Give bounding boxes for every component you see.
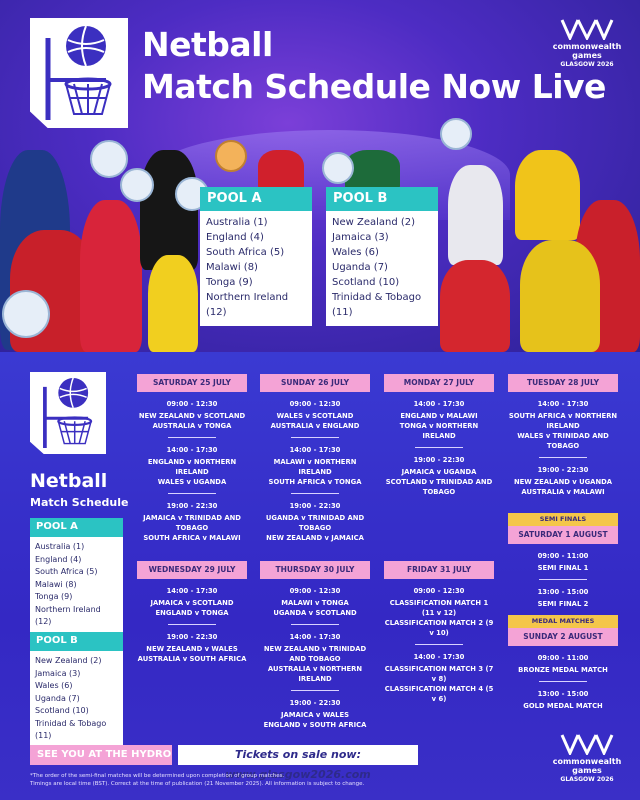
day-header: SATURDAY 25 JULY xyxy=(137,374,247,392)
time-slot xyxy=(508,399,618,458)
pool-a-title: POOL A xyxy=(200,187,312,211)
match-fixture: SCOTLAND v TRINIDAD AND TOBAGO xyxy=(385,478,493,496)
player-figure xyxy=(515,150,580,240)
day-column xyxy=(137,374,247,543)
brand-line-3: GLASGOW 2026 xyxy=(560,61,614,68)
slot-divider xyxy=(291,437,339,438)
netball-ball xyxy=(90,140,128,178)
team: Scotland (10) xyxy=(332,277,400,288)
pool-b-card-small xyxy=(30,632,123,748)
slot-time: 19:00 - 22:30 xyxy=(413,456,465,464)
player-figure xyxy=(448,165,503,265)
slot-divider xyxy=(539,681,587,682)
slot-divider xyxy=(291,624,339,625)
pool-a-card-small xyxy=(30,518,123,634)
section-subtitle: Match Schedule xyxy=(30,496,129,509)
time-slot xyxy=(260,632,370,691)
team: Wales (6) xyxy=(332,247,379,258)
match-fixture: JAMAICA v UGANDA xyxy=(401,468,477,476)
title-line-2: Match Schedule Now Live xyxy=(142,67,606,106)
time-slot xyxy=(384,586,494,645)
team: Uganda (7) xyxy=(35,693,80,703)
day-column xyxy=(384,374,494,497)
match-fixture: GOLD MEDAL MATCH xyxy=(523,702,603,710)
match-fixture: NEW ZEALAND v SCOTLAND xyxy=(138,412,246,420)
match-fixture: NEW ZEALAND v TRINIDAD AND TOBAGO xyxy=(263,645,367,663)
team: Jamaica (3) xyxy=(332,232,389,243)
pool-b-list xyxy=(30,651,123,748)
team: Wales (6) xyxy=(35,681,73,690)
hero-banner xyxy=(0,0,640,352)
day-header: THURSDAY 30 JULY xyxy=(260,561,370,579)
brand-line-1: commonwealth xyxy=(552,757,622,766)
see-you-banner xyxy=(30,745,172,765)
tickets-link[interactable]: Tickets on sale now: www.glasgow2026.com xyxy=(178,745,418,765)
day-header: TUESDAY 28 JULY xyxy=(508,374,618,392)
match-fixture: AUSTRALIA v SOUTH AFRICA xyxy=(137,655,247,663)
time-slot xyxy=(137,445,247,494)
footnote-2: Timings are local time (BST). Correct at the time of publication (21 November 2025). All information is subject to change. xyxy=(30,781,365,787)
brand-line-2: games xyxy=(572,766,602,775)
day-header: MONDAY 27 JULY xyxy=(384,374,494,392)
footnote-1: *The order of the semi-final matches will be determined upon completion of group matches. xyxy=(30,773,285,779)
slot-divider xyxy=(415,644,463,645)
slot-time: 13:00 - 15:00 xyxy=(537,588,589,596)
medal-matches-day: SUNDAY 2 AUGUST xyxy=(508,628,618,646)
team: South Africa (5) xyxy=(35,567,98,576)
time-slot xyxy=(260,586,370,625)
day-header: FRIDAY 31 JULY xyxy=(384,561,494,579)
time-slot xyxy=(508,465,618,497)
section-title: Netball xyxy=(30,470,108,492)
match-fixture: WALES v TRINIDAD AND TOBAGO xyxy=(517,432,609,450)
team: England (4) xyxy=(206,232,264,243)
slot-divider xyxy=(291,493,339,494)
slot-time: 14:00 - 17:30 xyxy=(413,400,465,408)
slot-divider xyxy=(168,624,216,625)
semi-finals-label: SEMI FINALS xyxy=(508,513,618,526)
slot-time: 14:00 - 17:30 xyxy=(166,587,218,595)
team: Uganda (7) xyxy=(332,262,388,273)
team: New Zealand (2) xyxy=(35,656,102,665)
slot-divider xyxy=(291,690,339,691)
match-fixture: WALES v SCOTLAND xyxy=(276,412,354,420)
match-fixture: NEW ZEALAND v UGANDA xyxy=(513,478,613,486)
team: England (4) xyxy=(35,554,82,564)
time-slot xyxy=(260,698,370,730)
pool-b-list xyxy=(326,211,438,326)
match-fixture: CLASSIFICATION MATCH 2 (9 v 10) xyxy=(384,619,494,637)
pool-b-card xyxy=(326,187,438,326)
see-you-text: SEE YOU AT THE HYDRO xyxy=(37,749,172,760)
slot-time: 14:00 - 17:30 xyxy=(289,446,341,454)
match-fixture: CLASSIFICATION MATCH 1 (11 v 12) xyxy=(389,599,489,617)
slot-divider xyxy=(415,447,463,448)
pool-b-title: POOL B xyxy=(326,187,438,211)
day-header: SUNDAY 26 JULY xyxy=(260,374,370,392)
team: New Zealand (2) xyxy=(332,217,416,228)
pool-a-list xyxy=(200,211,312,326)
match-fixture: AUSTRALIA v NORTHERN IRELAND xyxy=(267,665,363,683)
time-slot xyxy=(137,501,247,543)
brand-mark-icon xyxy=(560,18,614,40)
day-column xyxy=(384,561,494,704)
day-header: WEDNESDAY 29 JULY xyxy=(137,561,247,579)
day-column xyxy=(137,561,247,664)
slot-time: 19:00 - 22:30 xyxy=(166,502,218,510)
netball-hoop-icon xyxy=(30,18,128,128)
match-fixture: NEW ZEALAND v WALES xyxy=(146,645,238,653)
finals-column xyxy=(508,513,618,711)
slot-divider xyxy=(539,579,587,580)
match-fixture: UGANDA v TRINIDAD AND TOBAGO xyxy=(265,514,365,532)
match-fixture: BRONZE MEDAL MATCH xyxy=(518,666,608,674)
match-fixture: JAMAICA v WALES xyxy=(280,711,350,719)
slot-divider xyxy=(168,493,216,494)
team: Northern Ireland (12) xyxy=(35,604,101,626)
match-fixture: SOUTH AFRICA v MALAWI xyxy=(143,534,241,542)
team: Australia (1) xyxy=(206,217,268,228)
team: Malawi (8) xyxy=(206,262,258,273)
pool-b-title: POOL B xyxy=(30,632,123,651)
player-figure xyxy=(520,240,600,352)
day-column xyxy=(260,561,370,730)
time-slot xyxy=(508,587,618,609)
player-figure xyxy=(440,260,510,352)
day-column xyxy=(260,374,370,543)
time-slot xyxy=(137,632,247,664)
netball-hoop-icon xyxy=(30,372,106,454)
semi-finals-day: SATURDAY 1 AUGUST xyxy=(508,526,618,544)
match-fixture: JAMAICA v TRINIDAD AND TOBAGO xyxy=(143,514,241,532)
brand-logo-bottom xyxy=(552,733,622,784)
team: Trinidad & Tobago (11) xyxy=(35,718,107,740)
slot-time: 09:00 - 12:30 xyxy=(166,400,218,408)
match-fixture: ENGLAND v SOUTH AFRICA xyxy=(263,721,367,729)
netball-logo xyxy=(30,18,128,128)
team: Northern Ireland (12) xyxy=(206,292,289,318)
match-fixture: SOUTH AFRICA v NORTHERN IRELAND xyxy=(508,412,618,430)
pool-a-list xyxy=(30,537,123,634)
match-fixture: TONGA v NORTHERN IRELAND xyxy=(399,422,479,440)
brand-line-2: games xyxy=(572,51,602,60)
match-fixture: AUSTRALIA v TONGA xyxy=(152,422,232,430)
match-fixture: JAMAICA v SCOTLAND xyxy=(150,599,234,607)
team: Tonga (9) xyxy=(35,592,73,601)
team: Trinidad & Tobago (11) xyxy=(332,292,422,318)
team: South Africa (5) xyxy=(206,247,285,258)
time-slot xyxy=(260,501,370,543)
match-fixture: MALAWI v TONGA xyxy=(281,599,349,607)
slot-time: 14:00 - 17:30 xyxy=(413,653,465,661)
day-column xyxy=(508,374,618,497)
match-fixture: NEW ZEALAND v JAMAICA xyxy=(266,534,364,542)
player-figure xyxy=(80,200,142,352)
team: Tonga (9) xyxy=(206,277,253,288)
brand-line-3: GLASGOW 2026 xyxy=(560,776,614,783)
slot-time: 19:00 - 22:30 xyxy=(289,502,341,510)
slot-time: 19:00 - 22:30 xyxy=(289,699,341,707)
medal-matches-label: MEDAL MATCHES xyxy=(508,615,618,628)
match-fixture: SEMI FINAL 1 xyxy=(537,564,589,572)
player-figure xyxy=(258,150,304,190)
netball-ball xyxy=(215,140,247,172)
match-fixture: CLASSIFICATION MATCH 4 (5 v 6) xyxy=(384,685,494,703)
match-fixture: SOUTH AFRICA v TONGA xyxy=(268,478,362,486)
slot-time: 13:00 - 15:00 xyxy=(537,690,589,698)
match-fixture: WALES v UGANDA xyxy=(157,478,227,486)
match-fixture: CLASSIFICATION MATCH 3 (7 v 8) xyxy=(384,665,494,683)
netball-ball xyxy=(120,168,154,202)
time-slot xyxy=(384,455,494,497)
team: Australia (1) xyxy=(35,542,85,551)
netball-ball xyxy=(2,290,50,338)
netball-logo-small xyxy=(30,372,106,454)
netball-ball xyxy=(440,118,472,150)
team: Malawi (8) xyxy=(35,579,77,589)
match-fixture: MALAWI v NORTHERN IRELAND xyxy=(273,458,357,476)
slot-time: 09:00 - 12:30 xyxy=(413,587,465,595)
match-fixture: AUSTRALIA v MALAWI xyxy=(521,488,605,496)
team: Scotland (10) xyxy=(35,706,89,715)
slot-divider xyxy=(168,437,216,438)
page-title xyxy=(142,24,606,108)
footnotes xyxy=(30,772,500,788)
slot-time: 09:00 - 12:30 xyxy=(289,400,341,408)
time-slot xyxy=(137,586,247,625)
time-slot xyxy=(260,399,370,438)
brand-line-1: commonwealth xyxy=(552,42,622,51)
slot-time: 19:00 - 22:30 xyxy=(537,466,589,474)
time-slot xyxy=(384,652,494,704)
time-slot xyxy=(260,445,370,494)
slot-time: 14:00 - 17:30 xyxy=(166,446,218,454)
brand-logo xyxy=(552,18,622,69)
netball-ball xyxy=(322,152,354,184)
slot-time: 09:00 - 11:00 xyxy=(537,654,589,662)
time-slot xyxy=(508,653,618,682)
brand-mark-icon xyxy=(560,733,614,755)
title-line-1: Netball xyxy=(142,25,273,64)
team: Jamaica (3) xyxy=(35,668,81,678)
time-slot xyxy=(508,689,618,711)
match-fixture: SEMI FINAL 2 xyxy=(537,600,589,608)
slot-time: 09:00 - 11:00 xyxy=(537,552,589,560)
match-fixture: ENGLAND v TONGA xyxy=(155,609,229,617)
time-slot xyxy=(137,399,247,438)
time-slot xyxy=(508,551,618,580)
slot-divider xyxy=(539,457,587,458)
slot-time: 09:00 - 12:30 xyxy=(289,587,341,595)
time-slot xyxy=(384,399,494,448)
match-fixture: AUSTRALIA v ENGLAND xyxy=(270,422,360,430)
pool-a-title: POOL A xyxy=(30,518,123,537)
pool-a-card xyxy=(200,187,312,326)
match-fixture: ENGLAND v NORTHERN IRELAND xyxy=(147,458,237,476)
match-fixture: ENGLAND v MALAWI xyxy=(400,412,478,420)
player-figure xyxy=(148,255,198,352)
slot-time: 14:00 - 17:30 xyxy=(289,633,341,641)
slot-time: 14:00 - 17:30 xyxy=(537,400,589,408)
match-fixture: UGANDA v SCOTLAND xyxy=(273,609,357,617)
slot-time: 19:00 - 22:30 xyxy=(166,633,218,641)
